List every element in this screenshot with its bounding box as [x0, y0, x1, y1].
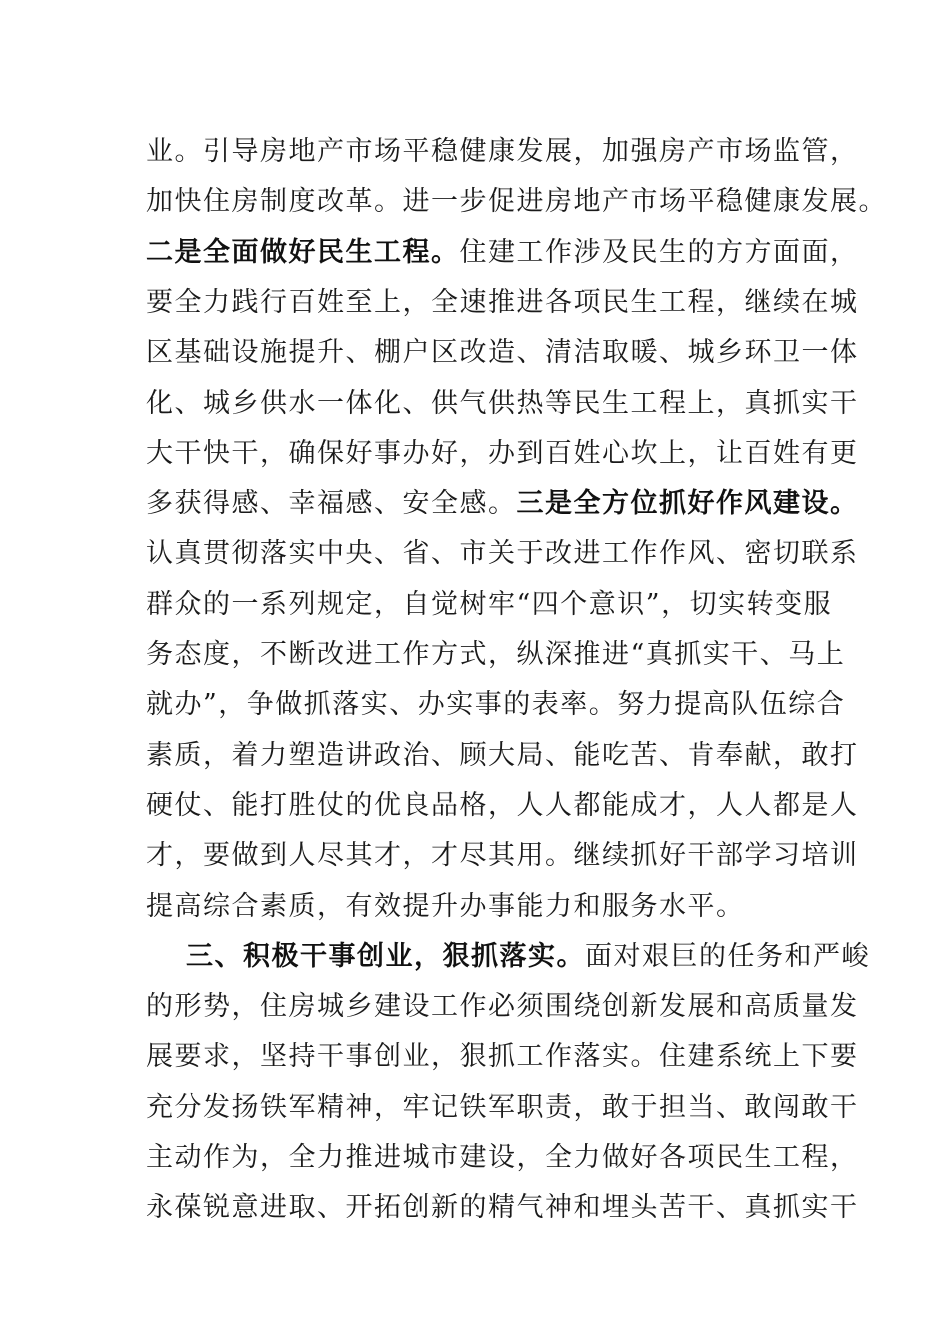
- text-line: [146, 786, 859, 826]
- text-run: 硬仗、能打胜仗的优良品格，人人都能成才，人人都是人: [146, 789, 859, 821]
- text-run: 住建工作涉及民生的方方面面，: [459, 236, 859, 268]
- text-line: [146, 736, 859, 776]
- text-run: 加快住房制度改革。进一步促进房地产市场平稳健康发展。: [146, 186, 887, 218]
- text-run: 业。引导房地产市场平稳健康发展，加强房产市场监管，: [146, 136, 859, 167]
- text-line: [146, 585, 832, 625]
- text-line: [146, 987, 859, 1027]
- text-line: [146, 887, 745, 927]
- text-run: 展要求，坚持干事创业，狠抓工作落实。住建系统上下要: [146, 1041, 859, 1073]
- text-line: [146, 1037, 859, 1077]
- text-run: 区基础设施提升、棚户区改造、清洁取暖、城乡环卫一体: [146, 337, 859, 369]
- text-line: [146, 685, 845, 725]
- text-line: [146, 1088, 859, 1128]
- text-run: 就办”，争做抓落实、办实事的表率。努力提高队伍综合: [146, 689, 846, 721]
- text-line: [146, 1188, 859, 1228]
- text-line: [146, 484, 859, 524]
- text-run: 群众的一系列规定，自觉树牢“四个意识”，切实转变服: [146, 588, 833, 620]
- text-run: 认真贯彻落实中央、省、市关于改进工作作风、密切联系: [146, 538, 859, 570]
- text-run: 素质，着力塑造讲政治、顾大局、能吃苦、肯奉献，敢打: [146, 739, 859, 771]
- text-run: 化、城乡供水一体化、供气供热等民生工程上，真抓实干: [146, 387, 859, 419]
- text-run: 大干快干，确保好事办好，办到百姓心坎上，让百姓有更: [146, 437, 859, 469]
- text-line: [146, 182, 887, 222]
- text-run: 才，要做到人尽其才，才尽其用。继续抓好干部学习培训: [146, 840, 859, 872]
- text-run: 的形势，住房城乡建设工作必须围绕创新发展和高质量发: [146, 991, 859, 1023]
- text-run: 要全力践行百姓至上，全速推进各项民生工程，继续在城: [146, 286, 859, 318]
- section-heading-line: [186, 937, 870, 977]
- text-line: [146, 283, 859, 323]
- bold-lead-phrase: 二是全面做好民生工程。: [146, 236, 460, 268]
- text-line: [146, 233, 859, 273]
- text-run: 务态度，不断改进工作方式，纵深推进“真抓实干、马上: [146, 639, 846, 670]
- text-line: [146, 333, 859, 373]
- text-run: 永葆锐意进取、开拓创新的精气神和埋头苦干、真抓实干: [146, 1192, 859, 1224]
- text-line: [146, 1138, 859, 1178]
- text-run: 多获得感、幸福感、安全感。: [146, 488, 517, 520]
- text-line: [146, 434, 859, 474]
- text-run: 提高综合素质，有效提升办事能力和服务水平。: [146, 890, 745, 922]
- bold-lead-phrase: 三是全方位抓好作风建设。: [516, 488, 859, 520]
- text-line: [146, 132, 859, 172]
- text-run: 充分发扬铁军精神，牢记铁军职责，敢于担当、敢闯敢干: [146, 1091, 859, 1123]
- text-line: [146, 635, 845, 675]
- text-line: [146, 534, 859, 574]
- text-run: 主动作为，全力推进城市建设，全力做好各项民生工程，: [146, 1142, 859, 1173]
- text-line: [146, 384, 859, 424]
- text-run: 面对艰巨的任务和严峻: [585, 940, 870, 972]
- text-line: [146, 836, 859, 876]
- bold-lead-phrase: 三、积极干事创业，狠抓落实。: [186, 940, 585, 972]
